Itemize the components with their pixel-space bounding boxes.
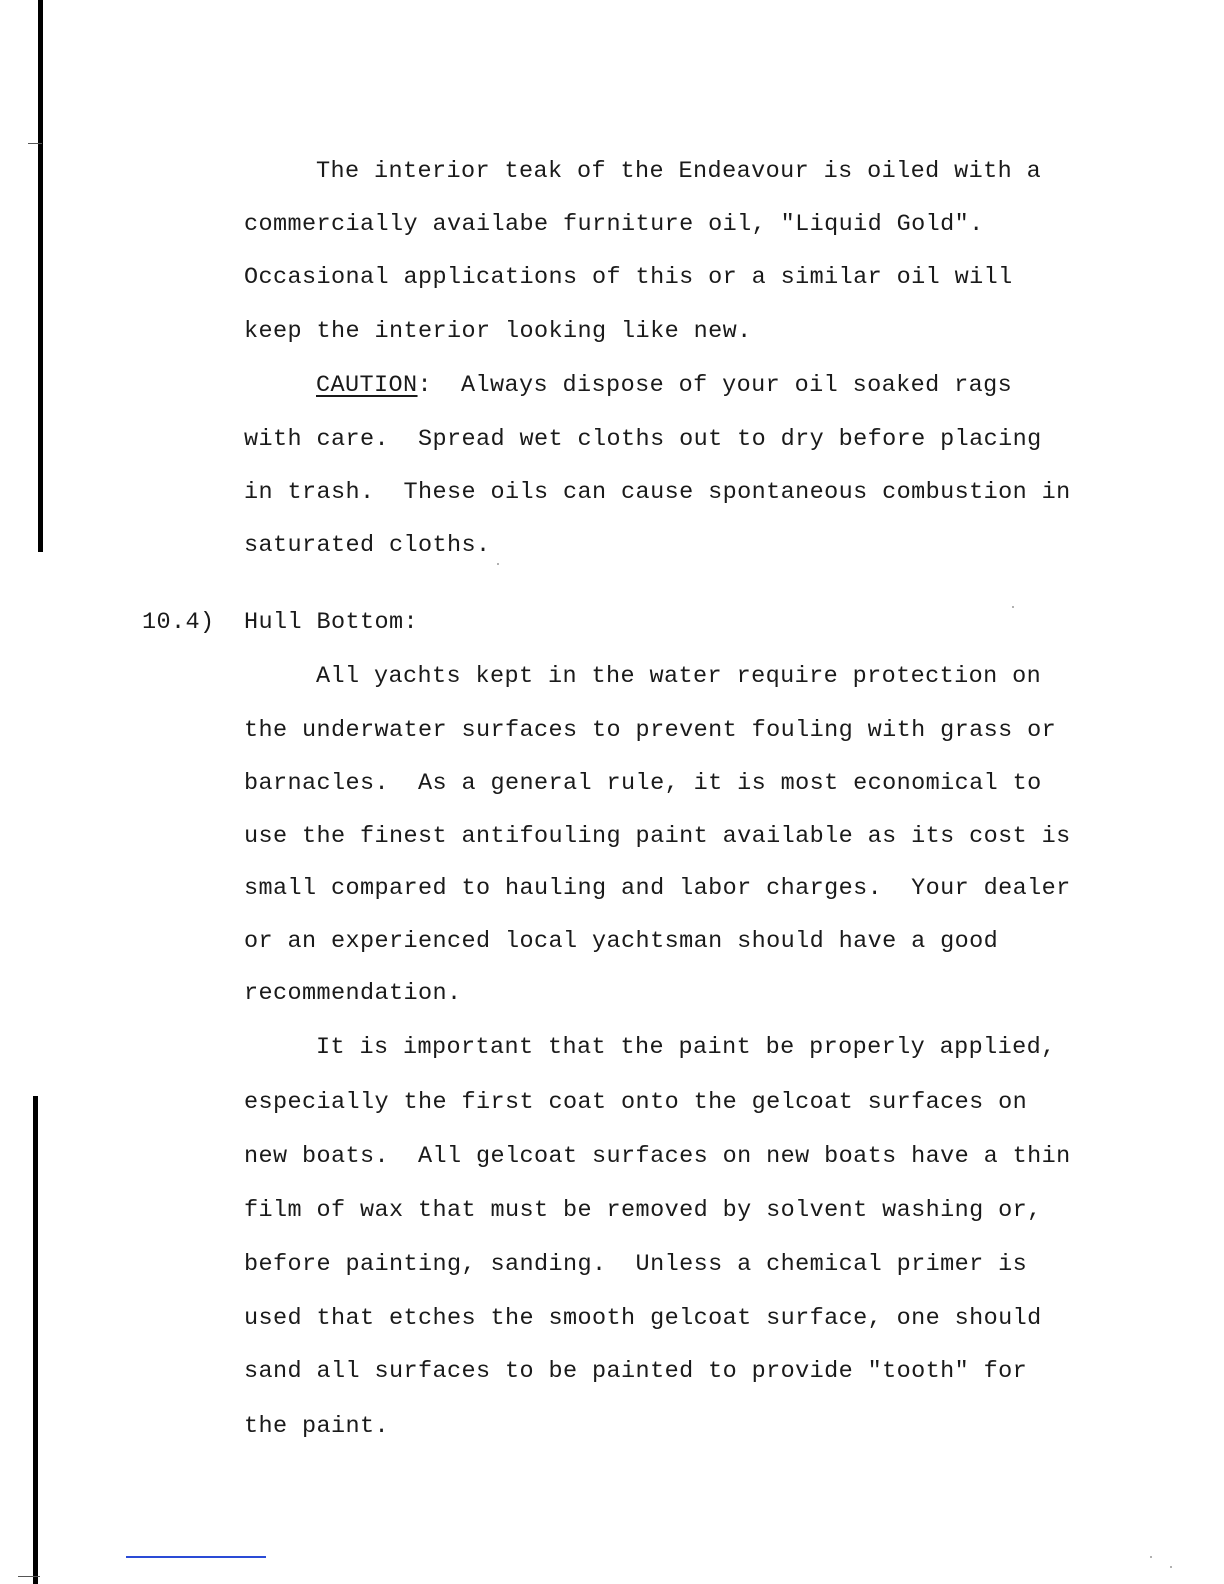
scan-speck <box>497 563 499 565</box>
hull-paragraph-line: recommendation. <box>244 980 462 1007</box>
caution-first-line-text: : Always dispose of your oil soaked rags <box>417 372 1013 399</box>
teak-paragraph-line: commercially availabe furniture oil, "Liquid Gold". <box>244 211 984 238</box>
footnote-rule <box>126 1556 266 1558</box>
section-number: 10.4) <box>142 609 215 636</box>
paint-paragraph-line: used that etches the smooth gelcoat surface, one should <box>244 1305 1042 1332</box>
hull-paragraph-line: use the finest antifouling paint available as its cost is <box>244 823 1071 850</box>
margin-tick <box>18 1576 40 1577</box>
section-title: Hull Bottom: <box>244 609 419 636</box>
paint-paragraph-line: film of wax that must be removed by solvent washing or, <box>244 1197 1042 1224</box>
scan-speck <box>1170 1566 1172 1568</box>
teak-paragraph-line: keep the interior looking like new. <box>244 318 752 345</box>
hull-paragraph-line: barnacles. As a general rule, it is most economical to <box>244 770 1042 797</box>
margin-tick <box>28 143 42 144</box>
hull-paragraph-line: All yachts kept in the water require protection on <box>316 663 1042 690</box>
caution-line: in trash. These oils can cause spontaneous combustion in <box>244 479 1071 506</box>
paint-paragraph-line: the paint. <box>244 1413 390 1440</box>
scan-speck <box>1012 606 1014 608</box>
hull-paragraph-line: or an experienced local yachtsman should have a good <box>244 928 999 955</box>
teak-paragraph-line: The interior teak of the Endeavour is oiled with a <box>316 158 1042 185</box>
paint-paragraph-line: sand all surfaces to be painted to provide "tooth" for <box>244 1358 1028 1385</box>
hull-paragraph-line: small compared to hauling and labor charges. Your dealer <box>244 875 1071 902</box>
paint-paragraph-line: especially the first coat onto the gelcoat surfaces on <box>244 1089 1028 1116</box>
paint-paragraph-line: It is important that the paint be properly applied, <box>316 1034 1056 1061</box>
caution-line: with care. Spread wet cloths out to dry before placing <box>244 426 1042 453</box>
scan-speck <box>1150 1556 1152 1558</box>
revision-bar-bottom <box>33 1096 38 1584</box>
caution-label: CAUTION <box>316 372 418 399</box>
hull-paragraph-line: the underwater surfaces to prevent fouling with grass or <box>244 717 1057 744</box>
revision-bar-top <box>38 0 43 552</box>
paint-paragraph-line: before painting, sanding. Unless a chemical primer is <box>244 1251 1028 1278</box>
caution-first-line <box>316 371 1012 401</box>
paint-paragraph-line: new boats. All gelcoat surfaces on new boats have a thin <box>244 1143 1071 1170</box>
teak-paragraph-line: Occasional applications of this or a similar oil will <box>244 264 1013 291</box>
caution-line: saturated cloths. <box>244 532 491 559</box>
